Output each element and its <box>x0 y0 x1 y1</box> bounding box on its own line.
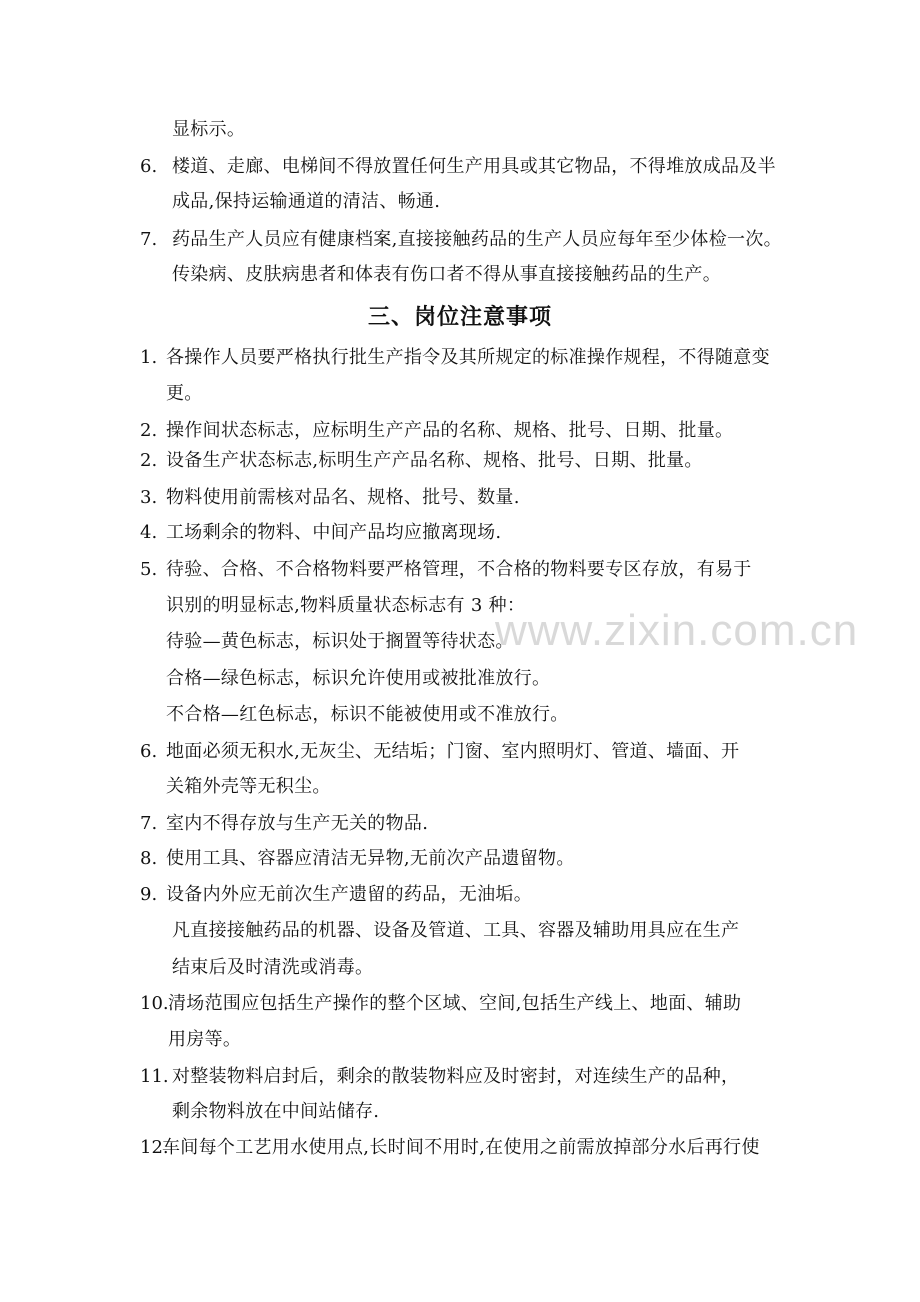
item-number: 7. <box>140 813 158 834</box>
item-number: 9. <box>140 884 158 905</box>
text-line: 设备生产状态标志,标明生产产品名称、规格、批号、日期、批量。 <box>166 450 703 471</box>
text-line: 使用工具、容器应清洁无异物,无前次产品遗留物。 <box>166 848 575 869</box>
text-line: 各操作人员要严格执行批生产指令及其所规定的标准操作规程，不得随意变 <box>166 347 770 368</box>
text-line: 车间每个工艺用水使用点,长时间不用时,在使用之前需放掉部分水后再行使 <box>162 1137 760 1158</box>
section-heading: 三、岗位注意事项 <box>367 305 552 330</box>
text-line: 物料使用前需核对品名、规格、批号、数量. <box>166 487 520 508</box>
text-line: 用房等。 <box>168 1029 242 1050</box>
item-number: 6. <box>140 156 158 177</box>
text-line: 剩余物料放在中间站储存. <box>172 1101 380 1122</box>
item-number: 8. <box>140 848 158 869</box>
text-line: 楼道、走廊、电梯间不得放置任何生产用具或其它物品，不得堆放成品及半 <box>172 156 776 177</box>
item-number: 5. <box>140 559 158 580</box>
text-line: 室内不得存放与生产无关的物品. <box>166 813 429 834</box>
text-line: 清场范围应包括生产操作的整个区域、空间,包括生产线上、地面、辅助 <box>168 993 742 1014</box>
item-number: 4. <box>140 522 158 543</box>
text-line: 更。 <box>166 383 203 404</box>
text-line: 对整装物料启封后，剩余的散装物料应及时密封，对连续生产的品种， <box>172 1066 740 1087</box>
watermark: www.zixin.com.cn <box>495 606 859 655</box>
text-line: 合格—绿色标志，标识允许使用或被批准放行。 <box>166 668 551 689</box>
item-number: 2. <box>140 420 158 441</box>
text-line: 工场剩余的物料、中间产品均应撤离现场. <box>166 522 502 543</box>
item-number: 6. <box>140 741 158 762</box>
text-line: 成品,保持运输通道的清洁、畅通. <box>172 191 441 212</box>
text-line: 关箱外壳等无积尘。 <box>166 776 331 797</box>
text-line: 地面必须无积水,无灰尘、无结垢；门窗、室内照明灯、管道、墙面、开 <box>166 741 740 762</box>
text-line: 设备内外应无前次生产遗留的药品，无油垢。 <box>166 884 532 905</box>
text-line: 凡直接接触药品的机器、设备及管道、工具、容器及辅助用具应在生产 <box>172 920 740 941</box>
item-number: 1. <box>140 347 158 368</box>
text-line: 待验—黄色标志，标识处于搁置等待状态。 <box>166 631 514 652</box>
item-number: 3. <box>140 487 158 508</box>
text-line: 操作间状态标志，应标明生产产品的名称、规格、批号、日期、批量。 <box>166 420 734 441</box>
text-line: 识别的明显标志,物料质量状态标志有 3 种： <box>166 595 526 616</box>
text-line: 不合格—红色标志，标识不能被使用或不准放行。 <box>166 704 569 725</box>
item-number: 10. <box>140 993 169 1014</box>
text-line: 药品生产人员应有健康档案,直接接触药品的生产人员应每年至少体检一次。 <box>172 229 782 250</box>
text-line: 显标示。 <box>172 119 246 140</box>
item-number: 12. <box>140 1137 169 1158</box>
text-line: 结束后及时清洗或消毒。 <box>172 957 374 978</box>
item-number: 11. <box>140 1066 169 1087</box>
text-line: 待验、合格、不合格物料要严格管理，不合格的物料要专区存放，有易于 <box>166 559 752 580</box>
item-number: 7. <box>140 229 158 250</box>
item-number: 2. <box>140 450 158 471</box>
text-line: 传染病、皮肤病患者和体表有伤口者不得从事直接接触药品的生产。 <box>172 264 721 285</box>
